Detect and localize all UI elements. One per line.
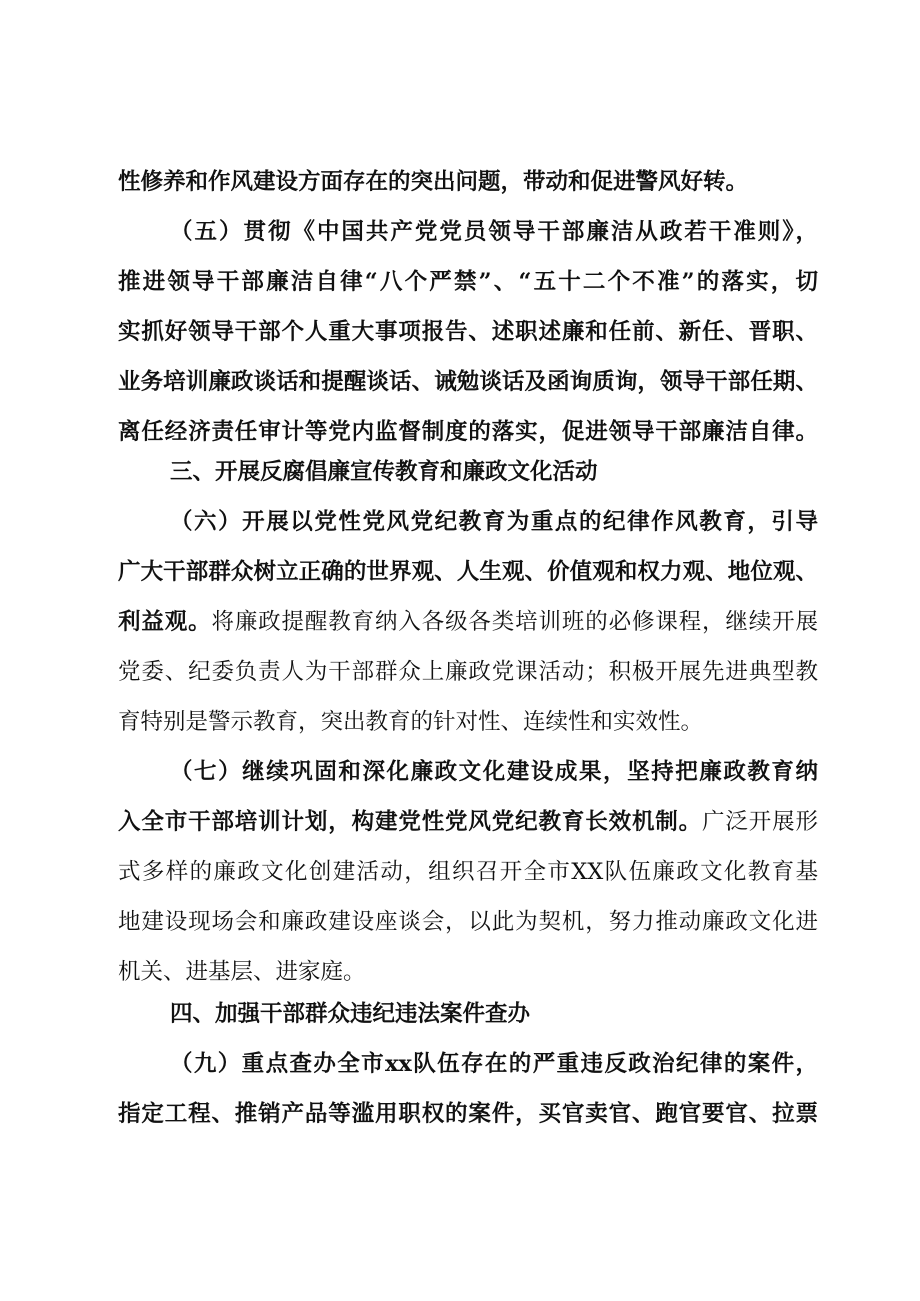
text-line xyxy=(118,802,818,842)
text-line: 机关、进基层、进家庭。 xyxy=(118,959,366,985)
text-line: 业务培训廉政谈话和提醒谈话、诫勉谈话及函询质询，领导干部任期、 xyxy=(118,369,818,395)
text-fragment: 将廉政提醒教育纳入各级各类培训班的必修课程，继续开展 xyxy=(211,609,818,635)
text-line: 指定工程、推销产品等滥用职权的案件，买官卖官、跑官要官、拉票 xyxy=(118,1101,818,1127)
text-line: 地建设现场会和廉政建设座谈会，以此为契机，努力推动廉政文化进 xyxy=(118,909,818,935)
text-fragment: 广泛开展形 xyxy=(702,809,818,835)
text-line: （六）开展以党性党风党纪教育为重点的纪律作风教育，引导 xyxy=(170,509,818,535)
section-heading: 三、开展反腐倡廉宣传教育和廉政文化活动 xyxy=(170,459,598,485)
text-fragment: 入全市干部培训计划，构建党性党风党纪教育长效机制。 xyxy=(118,809,703,835)
text-line xyxy=(118,602,818,642)
text-fragment: 利益观。 xyxy=(118,609,212,635)
text-line: 育特别是警示教育，突出教育的针对性、连续性和实效性。 xyxy=(118,709,704,735)
text-line: （五）贯彻《中国共产党党员领导干部廉洁从政若干准则》， xyxy=(170,219,818,245)
text-line: 性修养和作风建设方面存在的突出问题，带动和促进警风好转。 xyxy=(118,169,749,195)
section-heading: 四、加强干部群众违纪违法案件查办 xyxy=(170,1001,531,1027)
text-line: 离任经济责任审计等党内监督制度的落实，促进领导干部廉洁自律。 xyxy=(118,419,818,445)
text-line: 党委、纪委负责人为干部群众上廉政党课活动；积极开展先进典型教 xyxy=(118,659,818,685)
text-line: （九）重点查办全市xx队伍存在的严重违反政治纪律的案件， xyxy=(170,1051,818,1077)
text-line: 广大干部群众树立正确的世界观、人生观、价值观和权力观、地位观、 xyxy=(118,559,818,585)
text-line: 推进领导干部廉洁自律“八个严禁”、“五十二个不准”的落实，切 xyxy=(118,269,818,295)
text-line: 实抓好领导干部个人重大事项报告、述职述廉和任前、新任、晋职、 xyxy=(118,319,818,345)
text-line: （七）继续巩固和深化廉政文化建设成果，坚持把廉政教育纳 xyxy=(170,759,818,785)
text-line: 式多样的廉政文化创建活动，组织召开全市XX队伍廉政文化教育基 xyxy=(118,859,818,885)
